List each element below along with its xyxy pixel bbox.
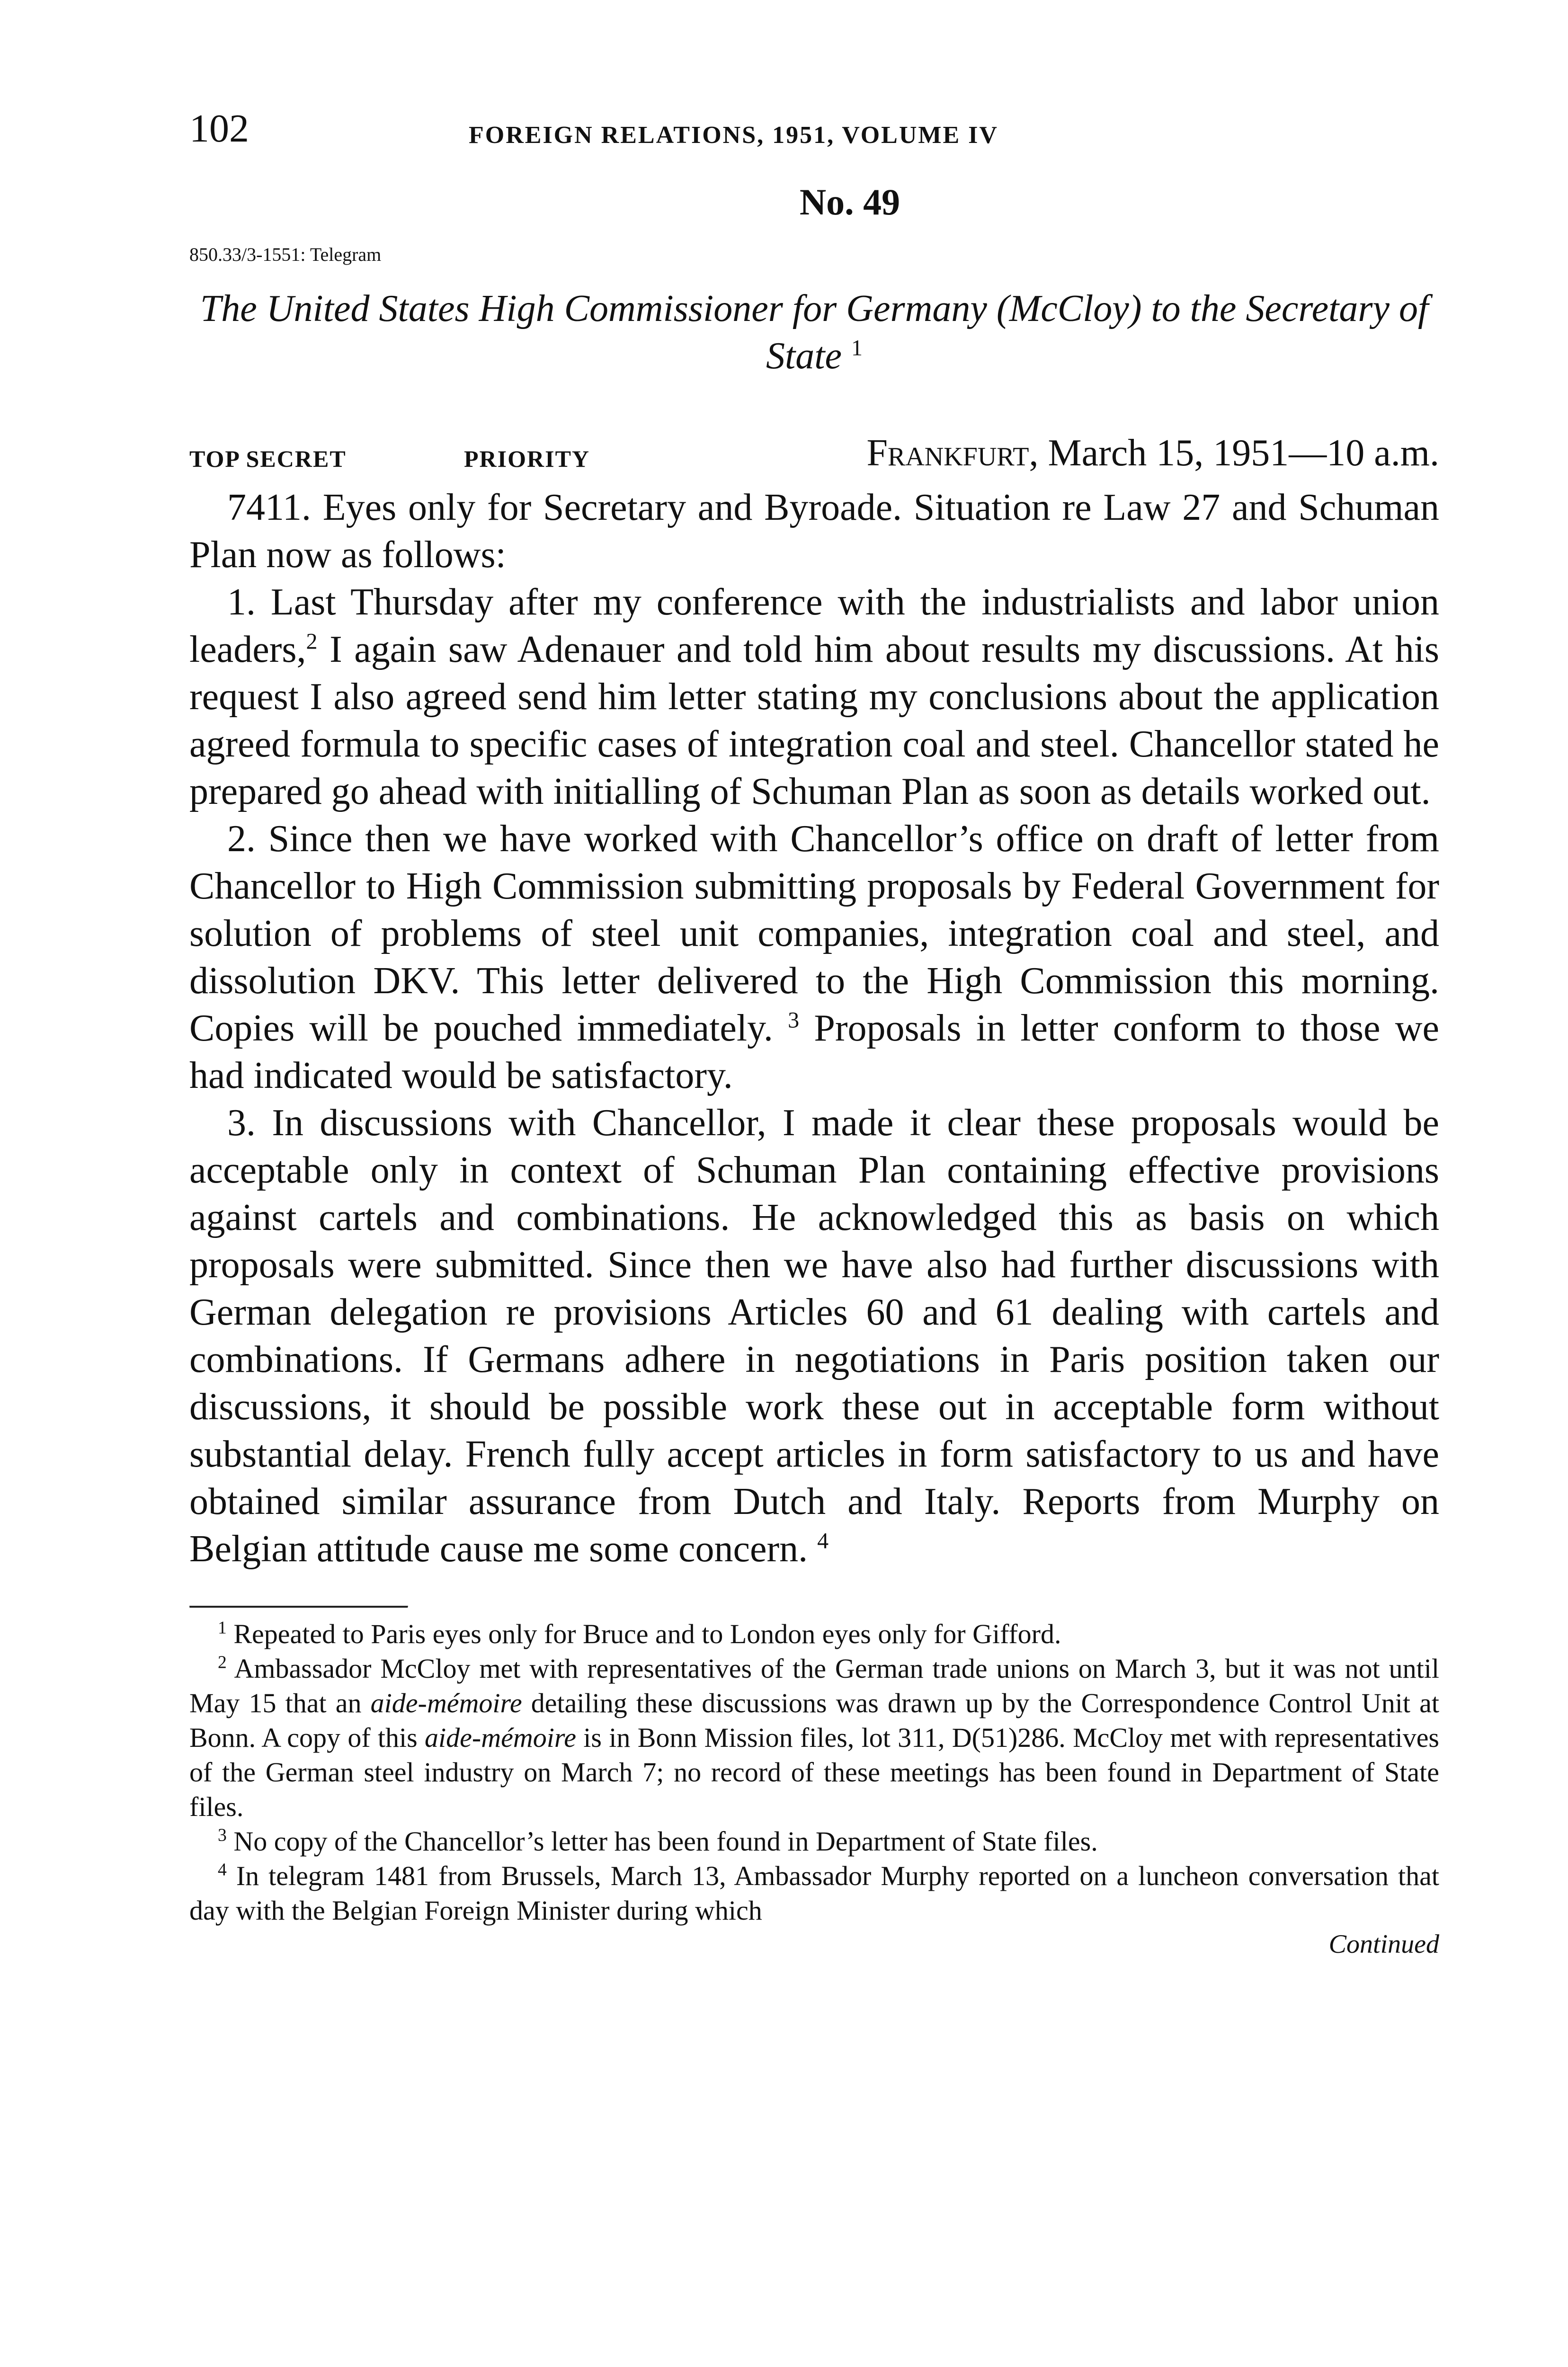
footnote-4-mark: 4: [218, 1860, 227, 1880]
footnote-ref-4[interactable]: 4: [817, 1528, 829, 1553]
running-head: [189, 109, 1439, 161]
footnote-3-mark: 3: [218, 1825, 227, 1845]
body-paragraph-2: [189, 815, 1439, 1099]
footnote-3: [189, 1824, 1439, 1859]
body-paragraph-3: [189, 1099, 1439, 1573]
place-date: [867, 432, 1439, 475]
running-title: FOREIGN RELATIONS, 1951, VOLUME IV: [469, 122, 998, 149]
footnote-2: [189, 1651, 1439, 1824]
footnote-divider: [189, 1606, 408, 1608]
footnote-3-text: No copy of the Chancellor’s letter has been found in Department of State files.: [226, 1825, 1098, 1857]
footnote-2-text-a: Ambassador McCloy met with representatives of the German trade unions on March 3, but it was not until May 15 that an: [189, 1653, 1439, 1718]
document-heading-text: The United States High Commissioner for Germany (McCloy) to the Secretary of State: [200, 287, 1429, 377]
classification-label: TOP SECRET: [189, 445, 347, 472]
footnote-2-text-b: detailing these discussions was drawn up by the Correspondence Control Unit at Bonn. A copy of this: [189, 1687, 1439, 1753]
footnote-2-italic-1: aide-mémoire: [370, 1687, 522, 1718]
date: , March 15, 1951—10 a.m.: [1029, 432, 1439, 474]
telegram-body: [189, 484, 1439, 1573]
body-paragraph-1-a: 1. Last Thursday after my conference with the industrialists and labor union leaders,: [189, 581, 1439, 670]
page-number: 102: [189, 107, 249, 151]
footnotes: [189, 1617, 1439, 1961]
file-reference: 850.33/3-1551: Telegram: [189, 243, 382, 265]
footnote-4-text: In telegram 1481 from Brussels, March 13, Ambassador Murphy reported on a luncheon conversation that day with the Belgian Foreign Minister during which: [189, 1860, 1439, 1926]
footnote-1: [189, 1617, 1439, 1651]
footnote-2-mark: 2: [218, 1652, 227, 1673]
footnote-2-text-c: is in Bonn Mission files, lot 311, D(51)286. McCloy met with representatives of the German steel industry on March 7; no record of these meetings has been found in Department of State files.: [189, 1722, 1440, 1822]
continued-label: Continued: [1328, 1929, 1439, 1959]
place: Frankfurt: [866, 432, 1029, 474]
body-paragraph-0: 7411. Eyes only for Secretary and Byroade. Situation re Law 27 and Schuman Plan now as follows:: [189, 486, 1439, 576]
body-paragraph-3-a: 3. In discussions with Chancellor, I made it clear these proposals would be acceptable only in context of Schuman Plan containing effective provisions against cartels and combinations. He acknowledged this as basis on which proposals were submitted. Since then we have also had further discussions with German delegation re provisions Articles 60 and 61 dealing with cartels and combinations. If Germans adhere in negotiations in Paris position taken our discussions, it should be possible work these out in acceptable form without substantial delay. French fully accept articles in form satisfactory to us and have obtained similar assurance from Dutch and Italy. Reports from Murphy on Belgian attitude cause me some concern.: [189, 1102, 1439, 1570]
body-paragraph-1: [189, 578, 1439, 815]
precedence-label: PRIORITY: [464, 445, 590, 472]
body-paragraph-2-a: 2. Since then we have worked with Chancellor’s office on draft of letter from Chancellor to High Commission submitting proposals by Federal Government for solution of problems of steel unit companies, integration coal and steel, and dissolution DKV. This letter delivered to the High Commission this morning. Copies will be pouched immediately.: [189, 818, 1439, 1049]
body-paragraph-1-b: I again saw Adenauer and told him about results my discussions. At his request I also agreed send him letter stating my conclusions about the application agreed formula to specific cases of integration coal and steel. Chancellor stated he prepared go ahead with initialling of Schuman Plan as soon as details worked out.: [189, 628, 1439, 812]
document-number: No. 49: [799, 181, 900, 222]
document-page: [189, 109, 1439, 1961]
footnote-1-mark: 1: [218, 1618, 227, 1638]
body-paragraph-2-b: Proposals in letter conform to those we had indicated would be satisfactory.: [189, 1007, 1440, 1096]
footnote-ref-1[interactable]: 1: [851, 335, 863, 360]
dateline: [189, 432, 1439, 484]
footnote-1-text: Repeated to Paris eyes only for Bruce and to London eyes only for Gifford.: [226, 1618, 1061, 1649]
footnote-2-italic-2: aide-mémoire: [425, 1722, 576, 1753]
document-heading: [189, 285, 1439, 380]
footnote-4: [189, 1859, 1439, 1928]
footnote-ref-3[interactable]: 3: [788, 1007, 800, 1032]
footnote-ref-2[interactable]: 2: [306, 628, 318, 654]
